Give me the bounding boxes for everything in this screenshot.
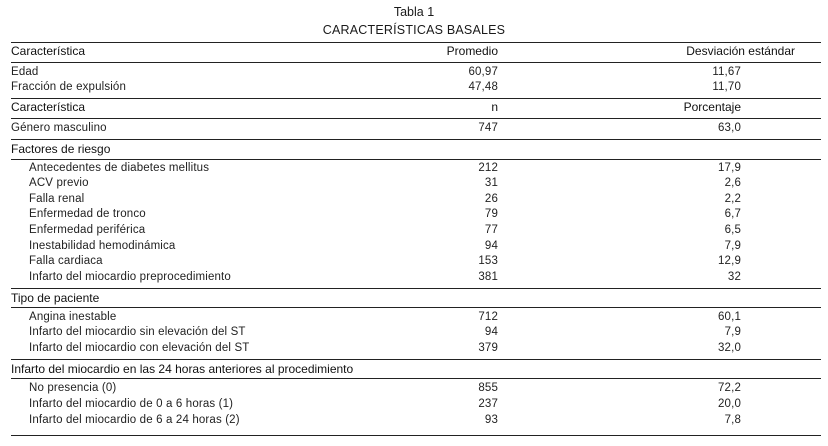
- row-mean: 47,48: [468, 81, 498, 93]
- row-percentage: 12,9: [718, 255, 741, 267]
- section-title-patient-type: Tipo de paciente: [11, 291, 100, 305]
- table-title: Tabla 1: [393, 5, 435, 19]
- row-mean: 60,97: [468, 66, 498, 78]
- top-rule: [11, 42, 821, 43]
- section-title-infarction-24h: Infarto del miocardio en las 24 horas anteriores al procedimiento: [11, 362, 354, 376]
- table-row: [11, 193, 821, 209]
- row-percentage: 2,2: [724, 193, 741, 205]
- row-label: Infarto del miocardio sin elevación del ST: [29, 326, 246, 338]
- header-characteristic: Característica: [11, 100, 86, 114]
- row-percentage: 2,6: [724, 177, 741, 189]
- row-n: 212: [478, 162, 498, 174]
- section-rule: [11, 378, 821, 379]
- section-rule: [11, 159, 821, 160]
- row-n: 26: [484, 193, 498, 205]
- table-row: [11, 311, 821, 327]
- row-std: 11,67: [712, 66, 741, 78]
- row-label: Enfermedad de tronco: [29, 208, 146, 220]
- row-n: 79: [484, 208, 498, 220]
- section-rule: [11, 359, 821, 360]
- table-row: [11, 208, 821, 224]
- header-row-summary: [11, 44, 821, 60]
- row-percentage: 17,9: [718, 162, 741, 174]
- table-subtitle: CARACTERÍSTICAS BASALES: [322, 23, 506, 37]
- row-label: Género masculino: [11, 122, 107, 134]
- table-row: [11, 255, 821, 271]
- row-percentage: 20,0: [718, 398, 741, 410]
- section-rule: [11, 98, 821, 99]
- table-row: [11, 342, 821, 358]
- row-n: 93: [484, 414, 498, 426]
- row-label: Infarto del miocardio con elevación del ST: [29, 342, 250, 354]
- row-label: Falla renal: [29, 193, 85, 205]
- header-n: n: [491, 100, 498, 114]
- row-n: 94: [484, 240, 498, 252]
- row-percentage: 7,8: [724, 414, 741, 426]
- table-row: [11, 382, 821, 398]
- row-label: ACV previo: [29, 177, 89, 189]
- table-row: [11, 66, 821, 82]
- header-rule: [11, 62, 821, 63]
- row-label: No presencia (0): [29, 382, 117, 394]
- table-row: [11, 271, 821, 287]
- table-row: [11, 326, 821, 342]
- row-n: 31: [484, 177, 498, 189]
- table-row: [11, 177, 821, 193]
- section-rule: [11, 307, 821, 308]
- row-label: Fracción de expulsión: [11, 81, 127, 93]
- row-std: 11,70: [712, 81, 741, 93]
- row-n: 379: [478, 342, 498, 354]
- row-percentage: 7,9: [724, 240, 741, 252]
- row-percentage: 6,7: [724, 208, 741, 220]
- row-label: Antecedentes de diabetes mellitus: [29, 162, 210, 174]
- row-label: Angina inestable: [29, 311, 117, 323]
- row-label: Falla cardiaca: [29, 255, 103, 267]
- header-std: Desviación estándar: [686, 44, 795, 58]
- section-rule: [11, 288, 821, 289]
- row-n: 94: [484, 326, 498, 338]
- header-row-counts: [11, 100, 821, 116]
- section-title-risk-factors: Factores de riesgo: [11, 142, 111, 156]
- header-percentage: Porcentaje: [683, 100, 741, 114]
- row-n: 237: [478, 398, 498, 410]
- row-percentage: 6,5: [724, 224, 741, 236]
- row-n: 712: [478, 311, 498, 323]
- row-percentage: 32,0: [718, 342, 741, 354]
- row-label: Inestabilidad hemodinámica: [29, 240, 176, 252]
- row-label: Infarto del miocardio de 6 a 24 horas (2): [29, 414, 240, 426]
- row-percentage: 32: [727, 271, 741, 283]
- header-rule: [11, 118, 821, 119]
- table-row: [11, 398, 821, 414]
- header-characteristic: Característica: [11, 44, 86, 58]
- row-label: Edad: [11, 66, 39, 78]
- row-n: 855: [478, 382, 498, 394]
- row-label: Enfermedad periférica: [29, 224, 146, 236]
- row-percentage: 63,0: [718, 122, 741, 134]
- row-n: 77: [484, 224, 498, 236]
- header-mean: Promedio: [446, 44, 498, 58]
- row-percentage: 7,9: [724, 326, 741, 338]
- row-n: 381: [478, 271, 498, 283]
- table-row: [11, 81, 821, 97]
- bottom-rule: [11, 435, 821, 436]
- row-n: 153: [478, 255, 498, 267]
- row-n: 747: [478, 122, 498, 134]
- row-label: Infarto del miocardio de 0 a 6 horas (1): [29, 398, 234, 410]
- row-label: Infarto del miocardio preprocedimiento: [29, 271, 231, 283]
- table-row: [11, 414, 821, 430]
- table-row: [11, 224, 821, 240]
- table-row: [11, 240, 821, 256]
- row-percentage: 72,2: [718, 382, 741, 394]
- table-row: [11, 122, 821, 138]
- section-rule: [11, 139, 821, 140]
- row-percentage: 60,1: [718, 311, 741, 323]
- table-row: [11, 162, 821, 178]
